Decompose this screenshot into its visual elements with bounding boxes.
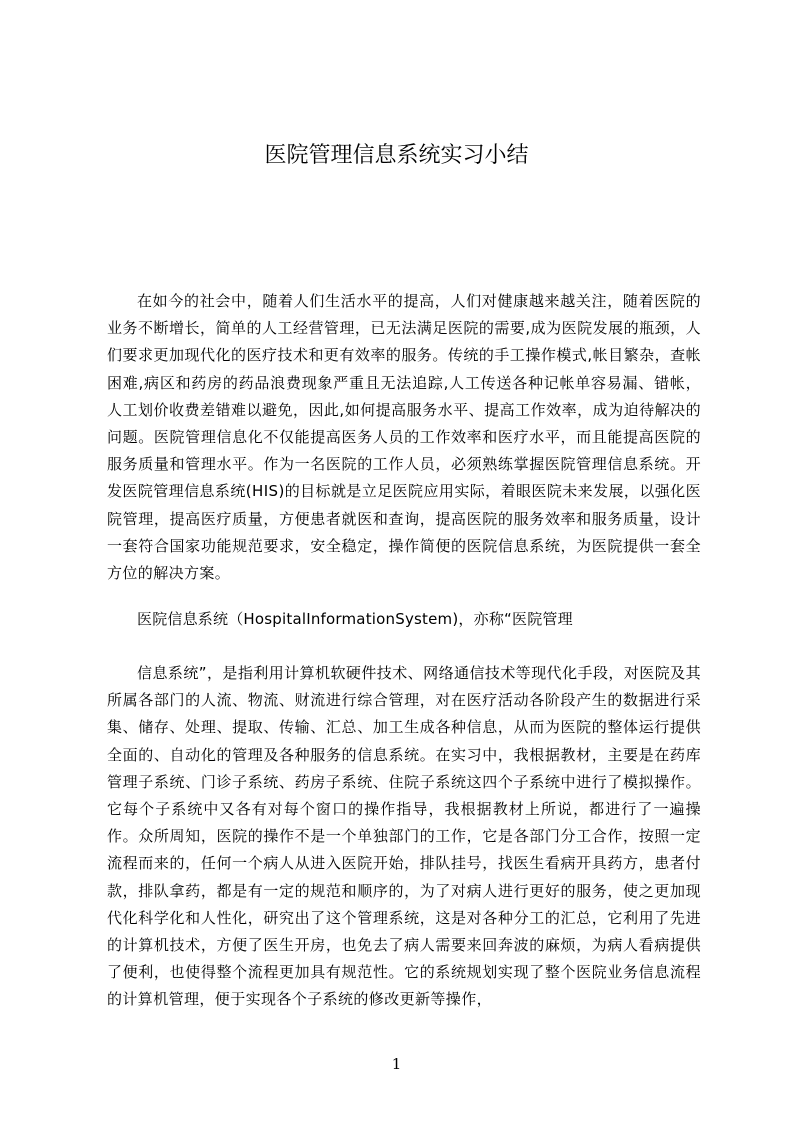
- body-paragraph-2: 医院信息系统（HospitalInformationSystem)，亦称“医院管理: [137, 610, 573, 628]
- body-paragraph-1: 在如今的社会中，随着人们生活水平的提高，人们对健康越来越关注，随着医院的业务不断增长，简单的人工经营管理，已无法满足医院的需要,成为医院发展的瓶颈，人们要求更加现代化的医疗技术和更有效率的服务。传统的手工操作模式,帐目繁杂，查帐困难,病区和药房的药品浪费现象严重且无法追踪,人工传送各种记帐单容易漏、错帐，人工划价收费差错难以避免，因此,如何提高服务水平、提高工作效率，成为迫待解决的问题。医院管理信息化不仅能提高医务人员的工作效率和医疗水平，而且能提高医院的服务质量和管理水平。作为一名医院的工作人员，必须熟练掌握医院管理信息系统。开发医院管理信息系统(HIS)的目标就是立足医院应用实际，着眼医院未来发展，以强化医院管理，提高医疗质量，方便患者就医和查询，提高医院的服务效率和服务质量，设计一套符合国家功能规范要求，安全稳定，操作简便的医院信息系统，为医院提供一套全方位的解决方案。: [107, 292, 701, 583]
- page-number: 1: [391, 1055, 402, 1073]
- page-title: 医院管理信息系统实习小结: [264, 143, 529, 168]
- body-paragraph-3: 信息系统”，是指利用计算机软硬件技术、网络通信技术等现代化手段，对医院及其所属各部门的人流、物流、财流进行综合管理，对在医疗活动各阶段产生的数据进行采集、储存、处理、提取、传输、汇总、加工生成各种信息，从而为医院的整体运行提供全面的、自动化的管理及各种服务的信息系统。在实习中，我根据教材，主要是在药库管理子系统、门诊子系统、药房子系统、住院子系统这四个子系统中进行了模拟操作。它每个子系统中又各有对每个窗口的操作指导，我根据教材上所说，都进行了一遍操作。众所周知，医院的操作不是一个单独部门的工作，它是各部门分工合作，按照一定流程而来的，任何一个病人从进入医院开始，排队挂号，找医生看病开具药方，患者付款，排队拿药，都是有一定的规范和顺序的，为了对病人进行更好的服务，使之更加现代化科学化和人性化，研究出了这个管理系统，这是对各种分工的汇总，它利用了先进的计算机技术，方便了医生开房，也免去了病人需要来回奔波的麻烦，为病人看病提供了便利，也使得整个流程更加具有规范性。它的系统规划实现了整个医院业务信息流程的计算机管理，便于实现各个子系统的修改更新等操作，: [107, 664, 701, 1009]
